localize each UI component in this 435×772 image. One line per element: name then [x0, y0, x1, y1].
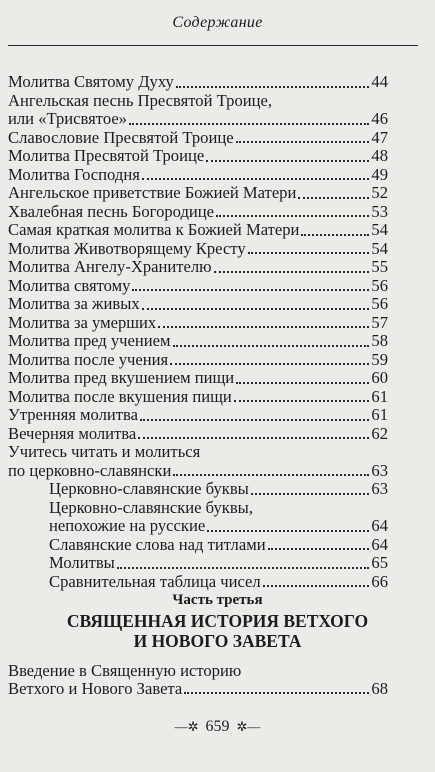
toc-entry-title: Славословие Пресвятой Троице — [8, 127, 234, 147]
toc-entry-row — [49, 573, 388, 592]
dot-leader — [158, 325, 369, 328]
toc-entry-page: 46 — [371, 109, 388, 128]
dot-leader — [138, 436, 369, 439]
toc-entry-row — [8, 73, 388, 92]
toc-entry-title: или «Трисвятое» — [8, 109, 127, 128]
dot-leader — [298, 196, 369, 199]
page-footer — [0, 718, 435, 736]
dot-leader — [117, 566, 369, 569]
toc-entry-title: Молитва святому — [8, 275, 131, 295]
toc-entry-page: 55 — [371, 257, 388, 276]
dot-leader — [248, 251, 369, 254]
dot-leader — [142, 177, 369, 180]
toc-entry — [8, 166, 388, 185]
toc-entry — [8, 406, 388, 425]
dot-leader — [184, 691, 369, 694]
toc-entry-page: 58 — [371, 331, 388, 350]
toc-entry-page: 47 — [371, 127, 388, 147]
table-of-contents — [8, 73, 388, 591]
toc-entry — [8, 277, 388, 296]
toc-entry-title: Молитва после учения — [8, 349, 169, 369]
toc-entry-title-line: Учитесь читать и молиться — [8, 442, 201, 461]
toc-entry-page: 60 — [371, 368, 388, 387]
toc-entry — [8, 147, 388, 166]
dot-leader — [263, 584, 369, 587]
toc-entry-title: Молитва Святому Духу — [8, 72, 174, 91]
toc-entry-row — [8, 221, 388, 240]
toc-entry-row — [8, 258, 388, 277]
toc-entry-row — [49, 536, 388, 555]
toc-entry-page: 63 — [371, 479, 388, 498]
toc-entry-row — [8, 184, 388, 203]
table-of-contents-continued — [8, 661, 388, 698]
dot-leader — [176, 85, 369, 88]
toc-entry-row — [8, 351, 388, 370]
toc-entry-row — [8, 425, 388, 444]
toc-entry-title-line: Ангельская песнь Пресвятой Троице, — [8, 90, 273, 110]
toc-entry-title: Ветхого и Нового Завета — [8, 679, 183, 698]
toc-entry-title-line: Церковно-славянские буквы, — [49, 497, 253, 517]
part-label: Часть третья — [172, 592, 263, 608]
dot-leader — [214, 270, 369, 273]
toc-entry-row — [8, 332, 388, 351]
toc-entry-page: 52 — [371, 183, 388, 202]
toc-entry-page: 62 — [371, 423, 388, 443]
page-header: Содержание — [172, 14, 263, 31]
toc-entry-title: Молитвы — [49, 553, 115, 572]
toc-entry-title: Славянские слова над титлами — [49, 534, 266, 554]
toc-entry — [8, 184, 388, 203]
toc-entry-page: 53 — [371, 201, 388, 221]
toc-entry-title: Утренняя молитва — [8, 405, 139, 424]
toc-entry-row — [49, 480, 388, 499]
header-rule — [8, 45, 418, 46]
toc-entry-page: 54 — [371, 220, 388, 239]
dot-leader — [236, 140, 369, 143]
toc-entry-row — [8, 129, 388, 148]
toc-entry-row — [8, 277, 388, 296]
toc-entry-title: непохожие на русские — [49, 516, 206, 535]
toc-entry-title: Молитва за умерших — [8, 312, 157, 332]
toc-entry — [8, 258, 388, 277]
dot-leader — [207, 529, 369, 532]
dot-leader — [140, 418, 369, 421]
toc-entry-page: 49 — [371, 164, 388, 184]
toc-entry-row — [8, 110, 388, 129]
toc-entry-page: 65 — [371, 553, 388, 572]
toc-entry-title: Церковно-славянские буквы — [49, 479, 249, 498]
toc-entry-page: 64 — [371, 534, 388, 554]
toc-entry-row — [8, 240, 388, 259]
toc-entry — [8, 425, 388, 444]
dot-leader — [251, 492, 369, 495]
toc-entry — [8, 661, 388, 698]
toc-entry — [8, 536, 388, 555]
dot-leader — [216, 214, 369, 217]
section-title — [0, 611, 435, 651]
toc-entry-row — [8, 295, 388, 314]
toc-entry-row — [8, 462, 388, 481]
toc-entry — [8, 573, 388, 592]
toc-entry-page: 48 — [371, 146, 388, 165]
toc-entry-page: 64 — [371, 516, 388, 535]
dot-leader — [236, 381, 369, 384]
toc-entry-page: 66 — [371, 571, 388, 591]
toc-entry — [8, 388, 388, 407]
toc-entry-row — [49, 517, 388, 536]
dot-leader — [129, 122, 369, 125]
toc-entry-page: 56 — [371, 294, 388, 313]
toc-entry-title: Сравнительная таблица чисел — [49, 571, 261, 591]
page-number: 659 — [205, 718, 230, 735]
toc-entry — [8, 295, 388, 314]
dot-leader — [132, 288, 369, 291]
toc-entry — [8, 73, 388, 92]
toc-entry-title: Вечерняя молитва — [8, 423, 137, 443]
toc-entry-row — [49, 554, 388, 573]
toc-entry — [8, 203, 388, 222]
toc-entry-title: Молитва за живых — [8, 294, 140, 313]
dot-leader — [268, 547, 369, 550]
toc-entry-title: Молитва после вкушения пищи — [8, 386, 232, 406]
toc-entry — [8, 129, 388, 148]
dot-leader — [173, 473, 369, 476]
toc-entry-page: 54 — [371, 238, 388, 258]
toc-entry — [8, 332, 388, 351]
toc-entry-title: Молитва Пресвятой Троице — [8, 146, 205, 165]
section-title-line-1: СВЯЩЕННАЯ ИСТОРИЯ ВЕТХОГО — [66, 611, 369, 631]
toc-entry-title: по церковно-славянски — [8, 460, 172, 480]
toc-entry-page: 61 — [371, 386, 388, 406]
toc-entry — [8, 443, 388, 480]
dot-leader — [170, 362, 369, 365]
dot-leader — [234, 399, 369, 402]
dot-leader — [301, 233, 369, 236]
toc-entry-title: Хвалебная песнь Богородице — [8, 201, 215, 221]
toc-entry-page: 44 — [371, 72, 388, 91]
dot-leader — [206, 159, 369, 162]
toc-entry-title-line: Введение в Священную историю — [8, 661, 242, 680]
toc-entry-title: Молитва Господня — [8, 164, 140, 184]
toc-entry-title: Молитва Ангелу-Хранителю — [8, 257, 212, 276]
toc-entry-row — [8, 369, 388, 388]
toc-entry-title: Ангельское приветствие Божией Матери — [8, 183, 297, 202]
toc-entry-page: 61 — [371, 405, 388, 424]
toc-entry — [8, 240, 388, 259]
toc-entry-page: 59 — [371, 349, 388, 369]
toc-entry-title: Самая краткая молитва к Божией Матери — [8, 220, 300, 239]
toc-entry — [8, 314, 388, 333]
toc-entry-row — [8, 314, 388, 333]
toc-entry-row — [8, 166, 388, 185]
toc-entry — [8, 554, 388, 573]
toc-entry — [8, 369, 388, 388]
toc-entry — [8, 221, 388, 240]
toc-entry-page: 56 — [371, 275, 388, 295]
dot-leader — [142, 307, 369, 310]
toc-entry-row — [8, 147, 388, 166]
toc-entry-row — [8, 680, 388, 699]
toc-entry — [8, 480, 388, 499]
toc-entry-title: Молитва пред вкушением пищи — [8, 368, 235, 387]
toc-entry-row — [8, 203, 388, 222]
toc-entry — [8, 499, 388, 536]
toc-entry-title: Молитва пред учением — [8, 331, 171, 350]
footer-ornament-left: —✲ — [174, 719, 199, 735]
toc-entry-row — [8, 406, 388, 425]
toc-entry-page: 63 — [371, 460, 388, 480]
toc-entry — [8, 351, 388, 370]
toc-entry-title: Молитва Животворящему Кресту — [8, 238, 246, 258]
toc-entry-page: 57 — [371, 312, 388, 332]
section-title-line-2: И НОВОГО ЗАВЕТА — [133, 631, 302, 651]
footer-ornament-right: ✲— — [236, 719, 261, 735]
toc-entry-page: 68 — [371, 679, 388, 698]
dot-leader — [173, 344, 369, 347]
toc-entry — [8, 92, 388, 129]
toc-entry-row — [8, 388, 388, 407]
